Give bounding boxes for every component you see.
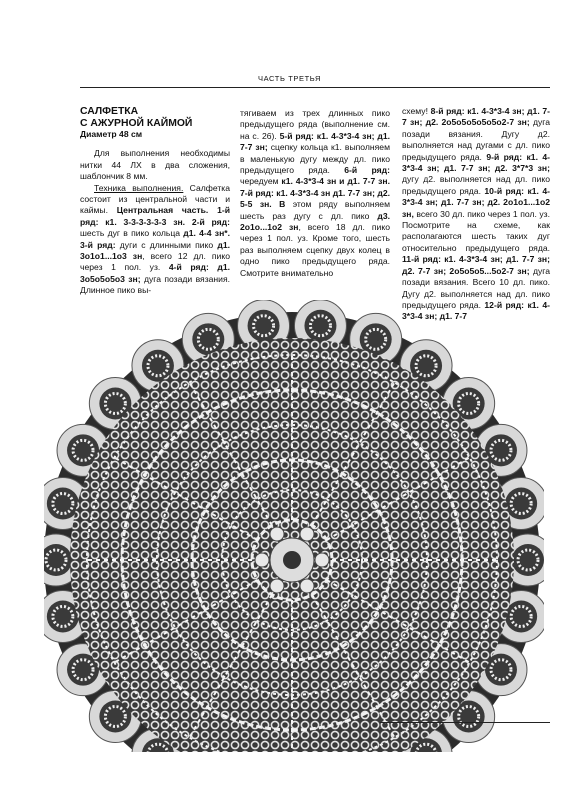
technique-label: Техника выполнения. <box>94 182 184 193</box>
text-run: дуга позади вязания. Всего 10 дл. пико. Дугу д2. выполняется над дл. пико предыдущего ряда. <box>402 265 550 310</box>
bold-run: 9-й ряд: к1. 4-3*3-4 зн; д1. 7-7 зн; д2. 3*7*3 зн; <box>402 151 550 174</box>
bold-run: 5-й ряд: к1. 4-3*3-4 зн; д1. 7-7 зн; <box>240 130 390 153</box>
bold-run: 11-й ряд: к1. 4-3*3-4 зн; д1. 7-7 зн; д2. 7-7 зн; 2о5о5о5...5о2-7 зн; <box>402 254 550 276</box>
text-run: дуга позади вязания. Дугу д2. выполняется над дугами с дл. пико предыдущего ряда. <box>402 117 550 162</box>
text-run: всего 30 дл. пико через 1 пол. уз. Посмотрите на схеме, как располагаются шесть таких дуг относительно предыдущего ряда. <box>402 208 550 253</box>
text-run: чередуем <box>240 176 282 187</box>
materials-paragraph: Для выполнения необходимы нитки 44 ЛХ в два сложения, шаблончик 8 мм. <box>80 148 230 182</box>
bold-run: к1. 4-3*3-4 зн и д1. 7-7 зн. 7-й ряд: к1. 4-3*3-4 зн д1. 7-7 зн; д2. 5-5 зн. В <box>240 176 390 210</box>
bottom-rule <box>380 722 550 723</box>
text-run: схему! <box>402 106 431 116</box>
bold-run: 4-й ряд: д1. 3о5о5о5о3 зн; <box>80 262 230 284</box>
text-run: шесть дуг в пико кольца <box>80 228 184 239</box>
bold-run: 12-й ряд: к1. 4-3*3-4 зн; д1. 7-7 <box>402 299 550 322</box>
bold-run: 6-й ряд: <box>344 165 390 176</box>
text-run: , всего 18 дл. пико через 1 пол. уз. Кроме того, шесть раз выполняем сцепку двух колец в одно пико предыдущего ряда. Смотрите внимательно <box>240 222 390 278</box>
text-run: дуга позади вязания. Длинное пико вы- <box>80 273 231 296</box>
text-run: этом ряду выполняем шесть раз дугу с дл. пико <box>240 199 390 221</box>
bold-run: д1. 3о1о1...1о3 зн <box>80 239 231 262</box>
text-run: Салфетка состоит из центральной части и каймы. <box>80 182 230 216</box>
bold-run: д1. 4-4 зн*. 3-й ряд: <box>80 228 230 250</box>
bold-run: 10-й ряд: к1. 4-3*3-4 зн; д1. 7-7 зн; д2. 2о1о1...1о2 зн, <box>402 185 550 219</box>
article-title-line1: САЛФЕТКА <box>80 106 139 117</box>
text-run: дуги с длинными пико <box>115 239 218 250</box>
diameter-label: Диаметр 48 см <box>80 129 143 139</box>
text-run: тягиваем из трех длинных пико предыдущего ряда (выполнение см. на с. 26). <box>240 108 390 141</box>
text-run: , всего 12 дл. пико через 1 пол. уз. <box>80 251 230 273</box>
article-title-line2: С АЖУРНОЙ КАЙМОЙ <box>80 117 193 129</box>
text-run: дугу д2. выполняется над дл. пико предыдущего ряда. <box>402 174 550 196</box>
running-head: ЧАСТЬ ТРЕТЬЯ <box>258 74 321 83</box>
bold-run: 8-й ряд: к1. 4-3*3-4 зн; д1. 7-7 зн; д2. 2о5о5о5о5о5о2-7 зн; <box>402 106 550 128</box>
bold-run: Центральная часть. 1-й ряд: к1. 3-3-3-3-3-3 зн. 2-й ряд: <box>80 205 230 227</box>
bold-run: д3. 2о1о...1о2 зн <box>240 210 390 233</box>
text-run: сцепку кольца к1. выполняем в маленькую дугу между дл. пико предыдущего ряда. <box>240 142 390 176</box>
